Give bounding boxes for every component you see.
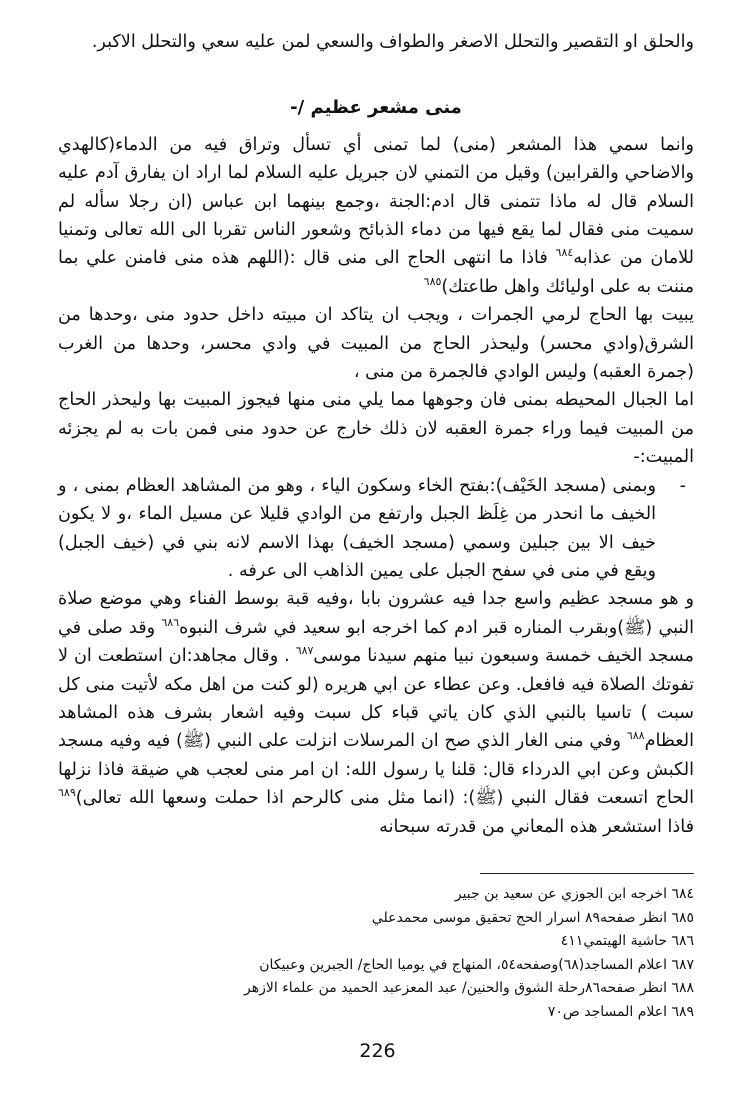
paragraph-mountains: اما الجبال المحيطه بمنى فان وجوهها مما يلي منى منها فيجوز المبيت بها وليحذر الحاج من المبيت فيما وراء جمرة العقبه لان ذلك خارج عن حدود منى فمن بات به لم يجزئه المبيت:- [58,390,694,468]
main-text [58,28,694,841]
section-heading: منى مشعر عظيم /- [290,97,462,119]
paragraph-text: . وقال مجاهد:ان استطعت ان لا تفوتك الصلاة فيه فافعل. وعن عطاء عن ابي هريره (لو كنت من اهل مكه لأتيت منى كل سبت ) تاسيا بالنبي الذي كان ياتي قباء كل سبت وفيه اشعار بشرف هذه المشاهد العظام [58,646,695,752]
footnote-ref-686: ٦٨٦ [161,615,180,629]
footnote-ref-685: ٦٨٥ [423,274,442,288]
footnote-separator [480,873,694,874]
page-number: 226 [359,1040,396,1062]
paragraph-naming-of-mina [58,131,694,301]
paragraph-mosque-description [58,585,694,841]
footnote-689: ٦٨٩ اعلام المساجد ص٧٠ [547,1003,694,1020]
paragraph-text: وفي منى الغار الذي صح ان المرسلات انزلت على النبي (ﷺ) فيه وفيه مسجد الكبش وعن ابي الدرداء قال: قلنا يا رسول الله: ان امر منى لعجب هي ضيقة فاذا نزلها الحاج اتسعت فقال النبي (ﷺ): (انما مثل منى كالرحم اذا حملت وسعها الله تعالى) [58,731,694,809]
footnote-687: ٦٨٧ اعلام المساجد(٦٨)وصفحه٥٤، المنهاج في يوميا الحاج/ الجبرين وعبيكان [259,956,694,973]
paragraph-text: و هو مسجد عظيم واسع جدا فيه عشرون بابا ،وفيه قبة بوسط الفناء وهي موضع صلاة النبي (ﷺ)وبقرب المناره قبر ادم كما اخرجه ابو سعيد في شرف النبوه [58,589,694,638]
paragraph-overnight-stay: يبيت بها الحاج لرمي الجمرات ، ويجب ان يتاكد ان مبيته داخل حدود منى ،وحدها من الشرق(وادي محسر) وليحذر الحاج من المبيت في وادي محسر، وحدها من الغرب (جمرة العقبه) وليس الوادي فالجمرة من منى ، [58,305,694,383]
paragraph-text: وقد صلى في مسجد الخيف خمسة وسبعون نبيا منهم سيدنا موسى [58,617,694,667]
footnote-686: ٦٨٦ حاشية الهيتمي٤١١ [560,933,694,950]
paragraph-continuation: والحلق او التقصير والتحلل الاصغر والطواف والسعي لمن عليه سعي والتحلل الاكبر. [91,32,694,52]
footnote-ref-688: ٦٨٨ [626,729,645,743]
footnote-ref-684: ٦٨٤ [555,246,574,260]
paragraph-text: وانما سمي هذا المشعر (منى) لما تمنى أي تسأل وتراق فيه من الدماء(كالهدي والاضاحي والقرابين) وقيل من التمني لان جبريل عليه السلام لما اراد ان يفارق آدم عليه السلام قال له ماذا تتمنى قال ادم:الجنة ،وجمع بينهما ابن عباس (ان رجلا سأله لم سميت منى فقال لما يقع فيها من دماء الذبائح وشعور الناس تقربا الى الله تعالى وتمنيا للامان من عذابه [58,134,694,269]
footnote-688: ٦٨٨ انظر صفحه٨٦رحلة الشوق والحنين/ عبد المعزعبد الحميد من علماء الازهر [244,980,694,997]
footnote-685: ٦٨٥ انظر صفحه٨٩ اسرار الحج تحقيق موسى محمدعلي [371,909,694,926]
footnote-684: ٦٨٤ اخرجه ابن الجوزي عن سعيد بن جبير [454,886,694,902]
footnotes [100,883,694,1025]
paragraph-text: فاذا ما انتهى الحاج الى منى قال :(اللهم هذه منى فامنن علي بما مننت به على اوليائك واهل طاعتك) [58,248,694,297]
paragraph-text: فاذا استشعر هذه المعاني من قدرته سبحانه [379,816,694,837]
footnote-ref-689: ٦٨٩ [58,786,76,800]
footnote-ref-687: ٦٨٧ [295,644,314,658]
bullet-masjid-al-khayf: - وبمنى (مسجد الخَيْف):بفتح الخاء وسكون الياء ، وهو من المشاهد العظام بمنى ، و الخيف ما انحدر من غِلَظ الجبل وارتفع من الوادي قليلا عن مسيل الماء ،و لا يكون خيف الا بين جبلين وسمي (مسجد الخيف) بهذا الاسم لانه بني في (خيف الجبل) ويقع في منى في سفح الجبل على يمين الذاهب الى عرفه . [58,472,694,586]
